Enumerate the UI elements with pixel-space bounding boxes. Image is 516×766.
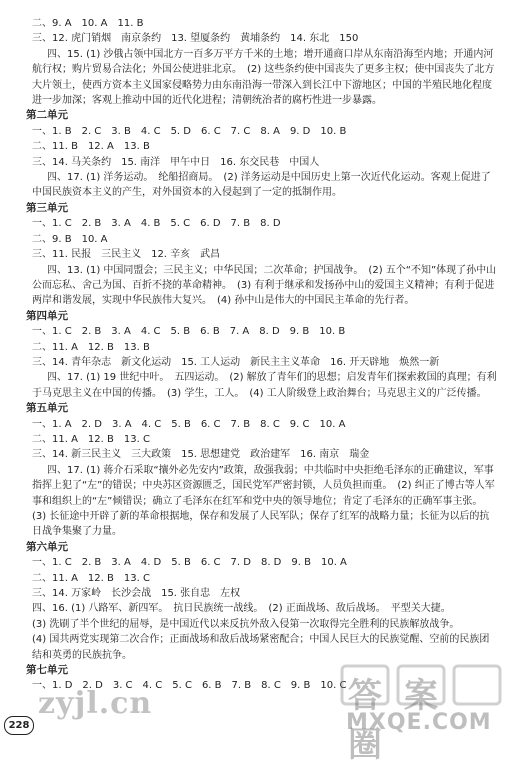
answer-line: 四、16. (1) 八路军、新四军。 抗日民族统一战线。 (2) 正面战场、敌后战场。 平型关大捷。	[32, 603, 451, 615]
unit-heading: 第五单元	[26, 402, 68, 415]
answer-content	[26, 16, 498, 694]
unit-heading: 第三单元	[26, 201, 68, 214]
answer-line: 二、11. A 12. B 13. C	[32, 433, 150, 445]
answer-line: 三、12. 虎门销烟 南京条约 13. 望厦条约 黄埔条约 14. 东北 150	[32, 33, 359, 45]
answer-line: 一、1. C 2. B 3. A 4. C 5. B 6. B 7. A 8. D 9. B 10. B	[32, 326, 346, 338]
answer-line: 二、9. B 10. A	[32, 233, 108, 245]
answer-line: 一、1. D 2. D 3. C 4. C 5. C 6. B 7. B 8. C 9. B 10. C	[32, 680, 347, 692]
watermark-cn: 答案圈	[348, 676, 460, 765]
watermark-logo	[338, 660, 510, 765]
answer-paragraph: 四、13. (1) 中国同盟会；三民主义；中华民国；二次革命；护国战争。 (2) 五个“不知”体现了孙中山公而忘私、舍己为国、百折不挠的革命精神。 (3) 有利于继承和发扬孙中山的爱国主义精神；有利于促进两岸和谐发展，实现中华民族伟大复兴。 (4) 孙中山是伟大的中国民主革命的先行者。	[32, 264, 497, 307]
page-number: 228	[4, 716, 34, 735]
answer-line: 三、14. 万家岭 长沙会战 15. 张自忠 左权	[32, 588, 241, 600]
watermark-domain: MXQE.COM	[346, 710, 492, 735]
answer-paragraph: (4) 国共两党实现第二次合作；正面战场和敌后战场紧密配合；中国人民巨大的民族觉醒、空前的民族团结和英勇的民族抗争。	[32, 634, 490, 661]
unit-heading: 第六单元	[26, 540, 68, 553]
watermark-left: zyjl.cn	[38, 686, 153, 721]
answer-line: 三、14. 新三民主义 三大政策 15. 思想建党 政治建军 16. 南京 瑞金	[32, 449, 370, 461]
answer-paragraph: 四、15. (1) 沙俄占领中国北方一百多万平方千米的土地；增开通商口岸从东南沿海至内地；开通内河航行权；购片贸易合法化；外国公使进驻北京。 (2) 这些条约使中国丧失了更多主权；使中国丧失了北方大片领土，使西方资本主义国家侵略势力由东南沿海一带深入到长江中下游地区；中国的半殖民地化程度进一步加深；客观上推动中国的近代化进程；清朝统治者的腐朽性进一步暴露。	[32, 48, 495, 107]
answer-line: 二、11. A 12. B 13. C	[32, 572, 150, 584]
answer-line: 一、1. A 2. D 3. A 4. C 5. B 6. C 7. B 8. C 9. C 10. A	[32, 418, 346, 430]
unit-heading: 第七单元	[26, 664, 68, 677]
unit-heading: 第二单元	[26, 109, 68, 122]
answer-paragraph: 四、17. (1) 洋务运动。 纶船招商局。 (2) 洋务运动是中国历史上第一次近代化运动。客观上促进了中国民族资本主义的产生，对外国资本的入侵起到了一定的抵制作用。	[32, 172, 491, 199]
answer-paragraph: 四、17. (1) 蒋介石采取“攘外必先安内”政策，敌强我弱；中共临时中央拒绝毛泽东的正确建议，军事指挥上犯了“左”的错误；中央苏区资源匮乏，国民党军严密封锁，人员负担而重。 (2) 纠正了博古等人军事和组织上的“左”倾错误；确立了毛泽东在红军和党中央的领导地位；肯定了毛泽东的正确军事主张。 (3) 长征途中开辟了新的革命根据地，保存和发展了人民军队；保存了红军的战略力量；长征为以后的抗日战争集聚了力量。	[32, 464, 495, 538]
answer-line: 一、1. C 2. B 3. A 4. D 5. B 6. C 7. D 8. D 9. B 10. A	[32, 557, 347, 569]
answer-line: 一、1. B 2. C 3. B 4. C 5. D 6. C 7. C 8. A 9. D 10. B	[32, 125, 347, 137]
answer-line: 二、11. B 12. A 13. B	[32, 141, 150, 153]
answer-line: 二、9. A 10. A 11. B	[32, 18, 144, 29]
answer-line: 三、11. 民报 三民主义 12. 辛亥 武昌	[32, 249, 221, 261]
answer-line: 一、1. C 2. B 3. A 4. B 5. C 6. D 7. B 8. D	[32, 218, 281, 230]
unit-heading: 第四单元	[26, 309, 68, 322]
answer-line: (3) 洗刷了半个世纪的屈辱，是中国近代以来反抗外敌入侵第一次取得完全胜利的民族解放战争。	[32, 618, 460, 630]
answer-line: 二、11. A 12. B 13. B	[32, 341, 150, 353]
answer-line: 三、14. 马关条约 15. 南洋 甲午中日 16. 东交民巷 中国人	[32, 156, 320, 168]
answer-paragraph: 四、17. (1) 19 世纪中叶。 五四运动。 (2) 解放了青年们的思想；启发青年们探索救国的真理；有利于马克思主义在中国的传播。 (3) 学生，工人。 (4) 工人阶级登上政治舞台；马克思主义的广泛传播。	[32, 372, 497, 399]
answer-line: 三、14. 青年杂志 新文化运动 15. 工人运动 新民主主义革命 16. 开天辟地 焕然一新	[32, 356, 440, 368]
